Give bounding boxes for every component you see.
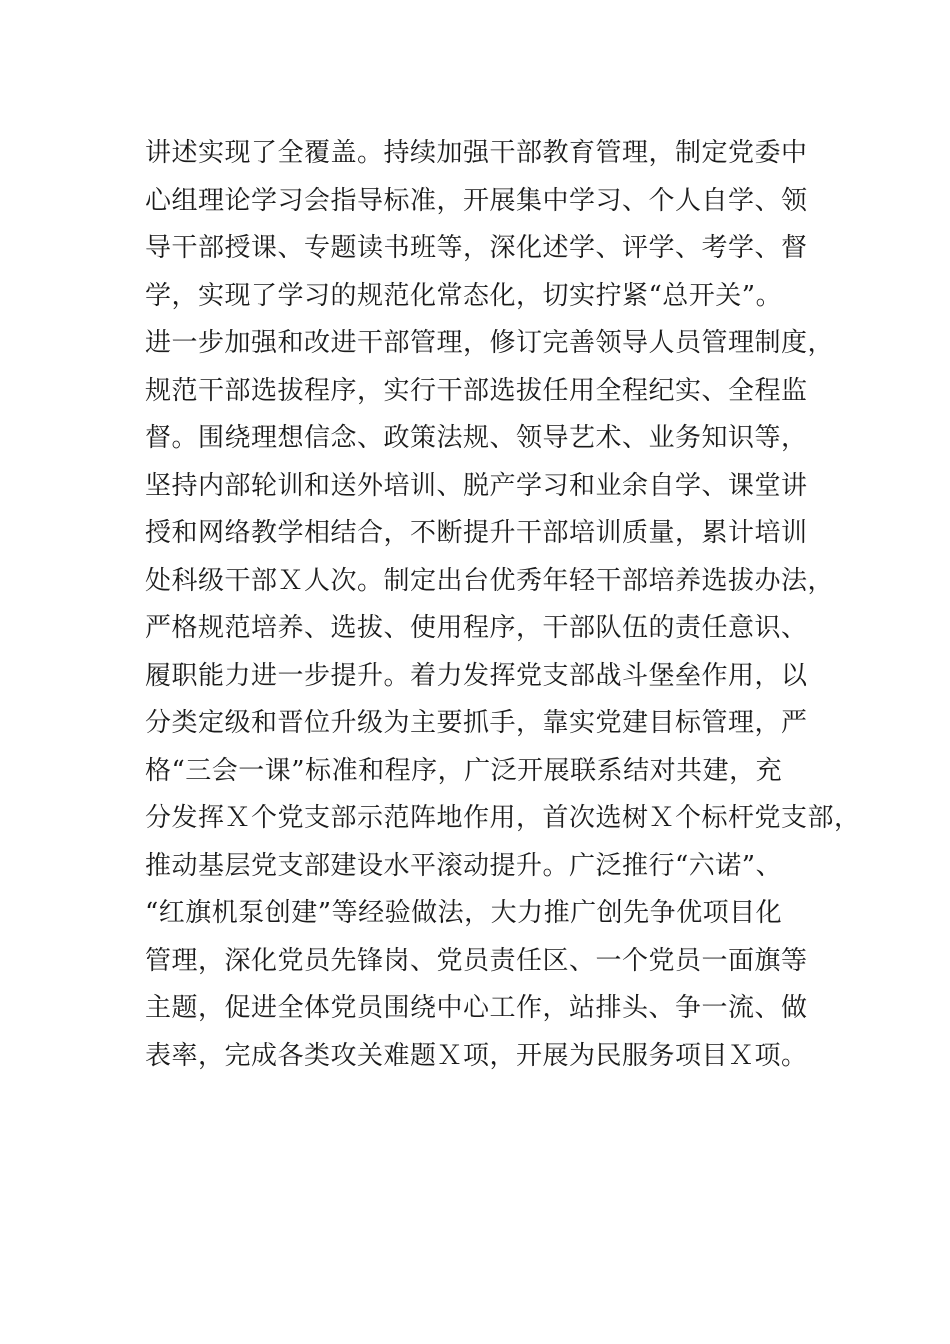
body-text bbox=[145, 130, 861, 1080]
text-line: 严格规范培养、选拔、使用程序，干部队伍的责任意识、 bbox=[145, 613, 808, 643]
text-line: 讲述实现了全覆盖。持续加强干部教育管理，制定党委中 bbox=[145, 138, 808, 168]
text-line: 学，实现了学习的规范化常态化，切实拧紧“总开关”。 bbox=[145, 280, 783, 311]
text-line: 格“三会一课”标准和程序，广泛开展联系结对共建，充 bbox=[145, 755, 783, 786]
text-line: 分类定级和晋位升级为主要抓手，靠实党建目标管理，严 bbox=[145, 708, 808, 738]
text-line: 授和网络教学相结合，不断提升干部培训质量，累计培训 bbox=[145, 518, 808, 548]
text-line: 督。围绕理想信念、政策法规、领导艺术、业务知识等， bbox=[145, 423, 808, 453]
text-line: 规范干部选拔程序，实行干部选拔任用全程纪实、全程监 bbox=[145, 375, 808, 406]
text-line: 履职能力进一步提升。着力发挥党支部战斗堡垒作用，以 bbox=[145, 660, 808, 691]
text-line: 导干部授课、专题读书班等，深化述学、评学、考学、督 bbox=[145, 233, 808, 263]
text-line: 心组理论学习会指导标准，开展集中学习、个人自学、领 bbox=[145, 185, 808, 216]
text-line: 分发挥Ｘ个党支部示范阵地作用，首次选树Ｘ个标杆党支部， bbox=[145, 803, 861, 833]
text-line: 表率，完成各类攻关难题Ｘ项，开展为民服务项目Ｘ项。 bbox=[145, 1040, 808, 1071]
text-line: “红旗机泵创建”等经验做法，大力推广创先争优项目化 bbox=[145, 898, 783, 928]
text-line: 推动基层党支部建设水平滚动提升。广泛推行“六诺”、 bbox=[145, 850, 783, 881]
text-line: 处科级干部Ｘ人次。制定出台优秀年轻干部培养选拔办法， bbox=[145, 565, 835, 596]
text-line: 管理，深化党员先锋岗、党员责任区、一个党员一面旗等 bbox=[145, 945, 808, 976]
text-line: 主题，促进全体党员围绕中心工作，站排头、争一流、做 bbox=[145, 993, 808, 1023]
text-line: 进一步加强和改进干部管理，修订完善领导人员管理制度， bbox=[145, 328, 835, 358]
text-line: 坚持内部轮训和送外培训、脱产学习和业余自学、课堂讲 bbox=[145, 470, 808, 501]
